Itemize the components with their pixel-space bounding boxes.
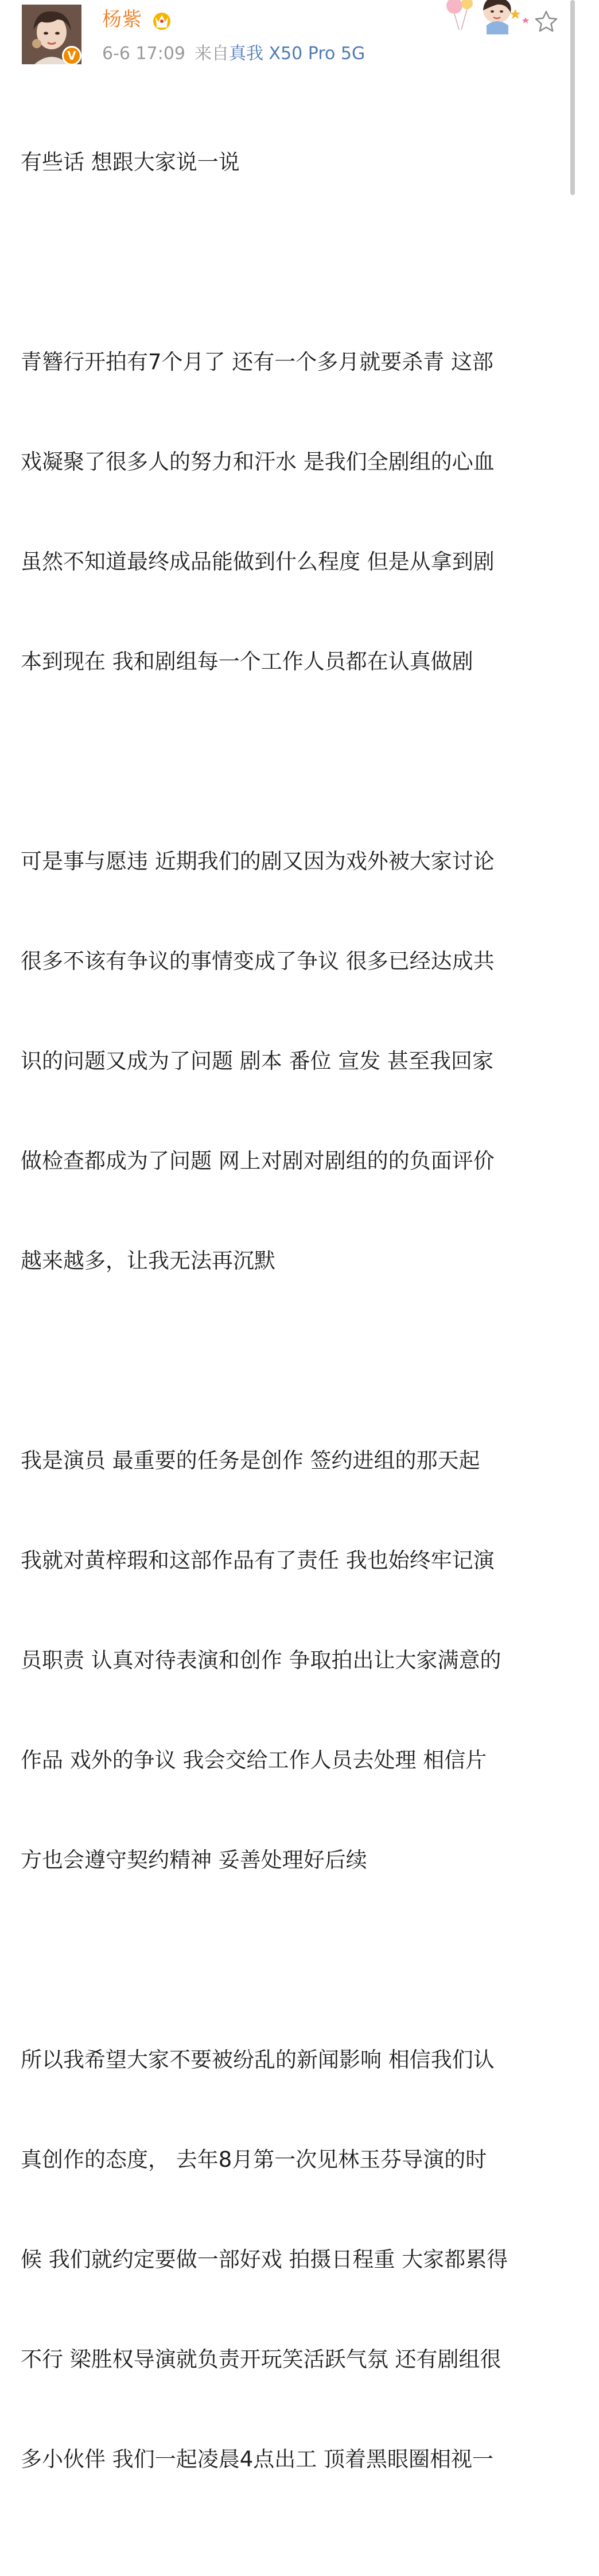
source-device-link[interactable]: 真我 X50 Pro 5G [229,44,365,64]
post-line: 本到现在 我和剧组每一个工作人员都在认真做剧 [21,649,473,674]
post-line: 员职责 认真对待表演和创作 争取拍出让大家满意的 [21,1648,501,1673]
source-label: 来自 [195,44,229,64]
post-paragraph [21,1378,566,1943]
post-line: 很多不该有争议的事情变成了争议 很多已经达成共 [21,949,495,973]
author-name[interactable]: 杨紫 [102,8,142,31]
post-paragraph [21,778,566,1344]
post-line: 我就对黄梓瑕和这部作品有了责任 我也始终牢记演 [21,1548,495,1573]
post-line: 候 我们就约定要做一部好戏 拍摄日程重 大家都累得 [21,2247,508,2272]
post-header [0,0,599,75]
post-line: 所以我希望大家不要被纷乱的新闻影响 相信我们认 [21,2047,495,2072]
post-paragraph [21,1977,566,2543]
post-line: 有些话 想跟大家说一说 [21,150,240,174]
crown-icon [150,9,173,31]
post-paragraph [21,79,566,246]
post-line: 不行 梁胜权导演就负责开玩笑活跃气氛 还有剧组很 [21,2347,501,2372]
post-line: 真创作的态度， 去年8月第一次见林玉芬导演的时 [21,2147,487,2172]
post-line: 做检查都成为了问题 网上对剧对剧组的的负面评价 [21,1149,495,1173]
post-line: 虽然不知道最终成品能做到什么程度 但是从拿到剧 [21,549,495,574]
post-time: 6-6 17:09 [102,44,185,64]
post-body [21,79,566,2576]
post-line: 戏凝聚了很多人的努力和汗水 是我们全剧组的心血 [21,449,495,474]
balloon-sticker-icon [442,0,534,34]
post-meta [102,44,365,64]
post-line: 青簪行开拍有7个月了 还有一个多月就要杀青 这部 [21,350,494,374]
scrollbar-thumb[interactable] [570,0,575,195]
post-line: 多小伙伴 我们一起凌晨4点出工 顶着黑眼圈相视一 [21,2447,494,2472]
post-line: 作品 戏外的争议 我会交给工作人员去处理 相信片 [21,1748,487,1772]
post-line: 可是事与愿违 近期我们的剧又因为戏外被大家讨论 [21,849,495,874]
star-outline-icon[interactable] [534,9,559,34]
verified-badge: V [62,46,81,65]
post-line: 识的问题又成为了问题 剧本 番位 宣发 甚至我回家 [21,1049,494,1073]
post-paragraph [21,279,566,745]
post-line: 越来越多，让我无法再沉默 [21,1248,275,1273]
post-line: 方也会遵守契约精神 妥善处理好后续 [21,1848,367,1872]
post-line: 我是演员 最重要的任务是创作 签约进组的那天起 [21,1448,480,1473]
